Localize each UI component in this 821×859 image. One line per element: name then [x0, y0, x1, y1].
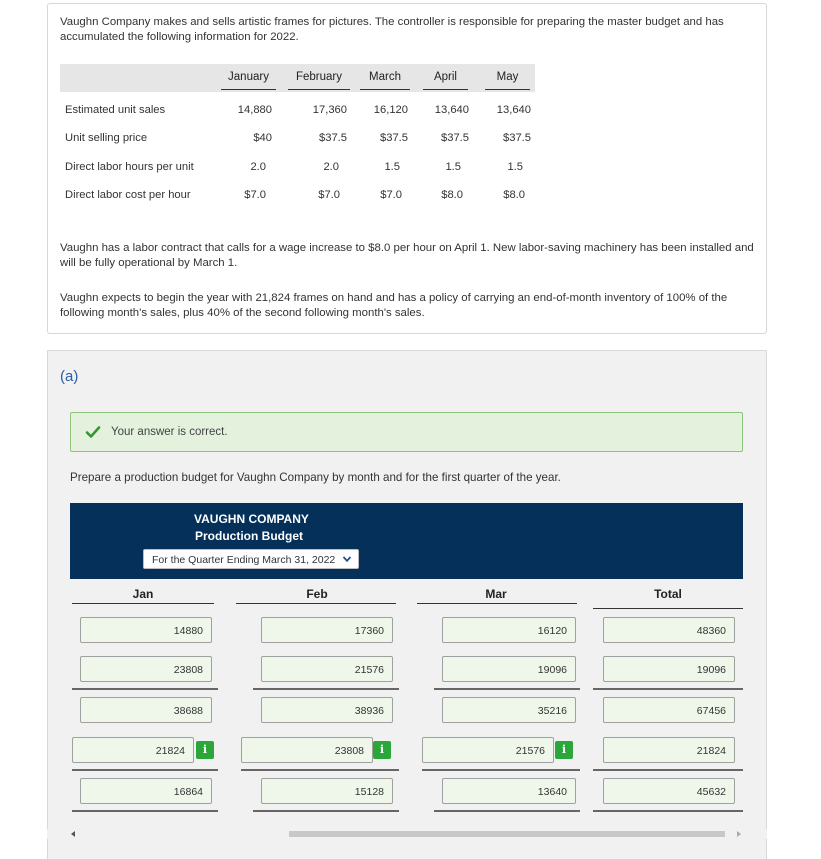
cell-value: $37.5 [380, 132, 408, 144]
info-icon[interactable]: i [373, 741, 391, 759]
cell-value: 17,360 [312, 104, 347, 116]
row-label: Direct labor cost per hour [65, 189, 191, 201]
mar-input[interactable]: 35216 [442, 697, 576, 723]
jan-input[interactable]: 23808 [80, 656, 212, 682]
total-input[interactable]: 48360 [603, 617, 735, 643]
scroll-left-arrow-icon[interactable] [71, 831, 75, 837]
column-header-jan: Jan [132, 587, 154, 601]
feb-input[interactable]: 15128 [261, 778, 393, 804]
cell-value: $8.0 [503, 189, 525, 201]
cell-value: 1.5 [507, 161, 523, 173]
mar-input[interactable]: 13640 [442, 778, 576, 804]
scroll-right-arrow-icon[interactable] [737, 831, 741, 837]
cell-value: 2.0 [250, 161, 266, 173]
cell-value: 2.0 [323, 161, 339, 173]
part-a-section [47, 350, 767, 859]
period-select[interactable] [143, 549, 359, 569]
feedback-banner [70, 412, 743, 452]
chevron-down-icon [342, 554, 352, 564]
month-header: April [433, 71, 457, 83]
labor-contract-text: Vaughn has a labor contract that calls for a wage increase to $8.0 per hour on April 1. New labor-saving machinery has been installed and will be fully operational by March 1. [60, 242, 754, 269]
total-input[interactable]: 19096 [603, 656, 735, 682]
cell-value: 1.5 [384, 161, 400, 173]
mar-input[interactable]: 16120 [442, 617, 576, 643]
cell-value: $37.5 [319, 132, 347, 144]
mar-input[interactable]: 19096 [442, 656, 576, 682]
scrollbar-thumb[interactable] [289, 831, 725, 837]
cell-value: $7.0 [318, 189, 340, 201]
month-header: May [496, 71, 519, 83]
month-header: January [228, 71, 269, 83]
inventory-policy-text: Vaughn expects to begin the year with 21,824 frames on hand and has a policy of carrying an end-of-month inventory of 100% of the following month's sales, plus 40% of the second following month's sales. [60, 292, 728, 319]
mar-input[interactable]: 21576 [422, 737, 554, 763]
horizontal-scrollbar[interactable] [47, 829, 767, 839]
feedback-text: Your answer is correct. [111, 426, 228, 438]
feb-input[interactable]: 17360 [261, 617, 393, 643]
cell-value: $8.0 [441, 189, 463, 201]
month-header: March [369, 71, 401, 83]
period-select-value: For the Quarter Ending March 31, 2022 [152, 554, 336, 566]
month-header: February [295, 71, 343, 83]
row-label: Unit selling price [65, 132, 148, 144]
total-input[interactable]: 67456 [603, 697, 735, 723]
info-icon[interactable]: i [555, 741, 573, 759]
cell-value: 16,120 [373, 104, 408, 116]
jan-input[interactable]: 16864 [80, 778, 212, 804]
feb-input[interactable]: 23808 [241, 737, 373, 763]
problem-intro: Vaughn Company makes and sells artistic frames for pictures. The controller is responsible for preparing the master budget and has accumulated the following information for 2022. [60, 16, 724, 43]
budget-header [70, 503, 743, 579]
row-label: Estimated unit sales [65, 104, 166, 116]
column-header-feb: Feb [306, 587, 328, 601]
cell-value: $40 [253, 132, 272, 144]
cell-value: $7.0 [380, 189, 402, 201]
feb-input[interactable]: 21576 [261, 656, 393, 682]
checkmark-icon [85, 424, 101, 440]
jan-input[interactable]: 14880 [80, 617, 212, 643]
column-header-total: Total [654, 587, 682, 601]
cell-value: $37.5 [503, 132, 531, 144]
feb-input[interactable]: 38936 [261, 697, 393, 723]
cell-value: 1.5 [445, 161, 461, 173]
jan-input[interactable]: 38688 [80, 697, 212, 723]
column-header-mar: Mar [485, 587, 507, 601]
cell-value: 13,640 [496, 104, 531, 116]
cell-value: $37.5 [441, 132, 469, 144]
row-label: Direct labor hours per unit [65, 161, 194, 173]
problem-card [47, 3, 767, 334]
company-name: VAUGHN COMPANY [194, 512, 309, 526]
cell-value: 14,880 [237, 104, 272, 116]
total-input[interactable]: 21824 [603, 737, 735, 763]
cell-value: $7.0 [244, 189, 266, 201]
cell-value: 13,640 [434, 104, 469, 116]
part-label: (a) [60, 368, 79, 385]
instruction-text: Prepare a production budget for Vaughn Company by month and for the first quarter of the year. [70, 471, 561, 484]
data-table-header [60, 64, 535, 92]
jan-input[interactable]: 21824 [72, 737, 194, 763]
info-icon[interactable]: i [196, 741, 214, 759]
budget-title: Production Budget [195, 529, 303, 543]
total-input[interactable]: 45632 [603, 778, 735, 804]
